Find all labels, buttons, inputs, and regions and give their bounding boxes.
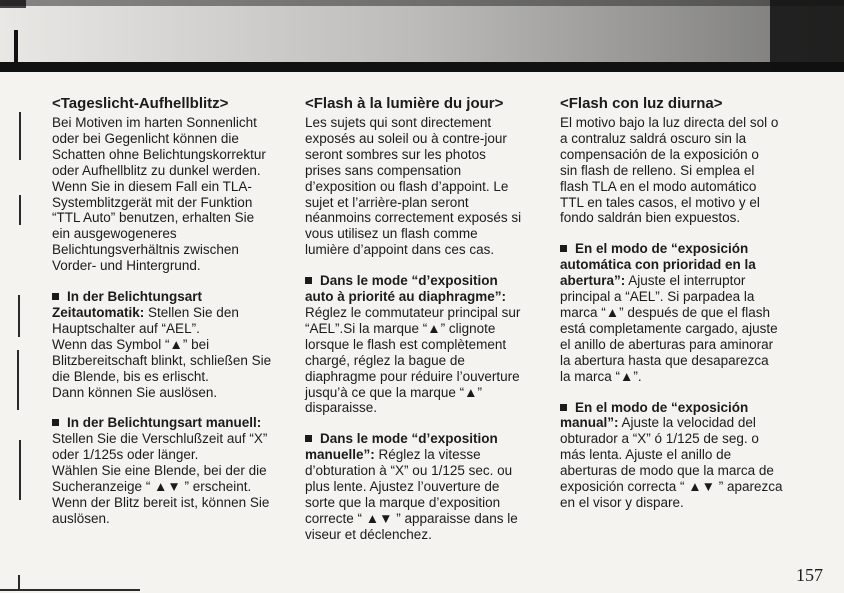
- spanish-mode1-title: En el modo de “exposición automática con prioridad en la abertura”:: [560, 241, 756, 289]
- german-mode2-text: Stellen Sie die Verschlußzeit auf “X” oder 1/125s oder länger. Wählen Sie eine Blende, bei der die Sucheranzeige “ ▲▼ ” erscheint. Wenn der Blitz bereit ist, können Sie auslösen.: [52, 431, 270, 526]
- french-mode2-text: Réglez la vitesse d’obturation à “X” ou 1/125 sec. ou plus lente. Ajustez l’ouverture de sorte que la marque d’exposition correcte “ ▲▼ ” apparaisse dans le viseur et déclenchez.: [305, 447, 518, 542]
- spanish-column: [560, 95, 792, 511]
- margin-line-1: [19, 112, 21, 160]
- german-intro: Bei Motiven im harten Sonnenlicht oder bei Gegenlicht können die Schatten ohne Belichtungskorrektur oder Aufhellblitz zu dunkel werden. Wenn Sie in diesem Fall ein TLA- Systemblitzgerät mit der Funktion “TTL Auto” benutzen, erhalten Sie ein ausgewogeneres Belichtungsverhältnis zwischen Vorder- und Hintergrund.: [52, 115, 266, 274]
- german-mode1-section: [52, 289, 282, 400]
- margin-line-3: [18, 295, 20, 337]
- spanish-intro: El motivo bajo la luz directa del sol o a contraluz saldrá oscuro sin la compensación de la exposición o sin flash de relleno. Si emplea el flash TLA en el modo automático TTL en tales casos, el motivo y el fondo saldrán bien expuestos.: [560, 115, 779, 226]
- top-edge-shadow: [0, 0, 844, 72]
- german-mode1-title-line1: In der Belichtungsart: [67, 289, 203, 305]
- french-mode2-section: [305, 431, 537, 542]
- spanish-heading: <Flash con luz diurna>: [560, 95, 723, 112]
- german-heading: <Tageslicht-Aufhellblitz>: [52, 95, 229, 112]
- page-number: 157: [796, 565, 823, 585]
- french-mode2-title: Dans le mode “d’exposition manuelle”:: [305, 431, 498, 463]
- spanish-mode2-title: En el modo de “exposición manual”:: [560, 399, 749, 431]
- black-square-bullet-icon: [52, 419, 59, 426]
- spanish-mode2-text: Ajuste la velocidad del obturador a “X” ó 1/125 de seg. o más lenta. Ajuste el anillo de aberturas de modo que la marca de exposición correcta “ ▲▼ ” aparezca en el visor y dispare.: [560, 415, 783, 510]
- french-mode1-text: Réglez le commutateur principal sur “AEL”.Si la marque “▲” clignote lorsque le flash est complètement chargé, réglez la bague de diaphragme pour réduire l’ouverture jusqu’à ce que la marque “▲” disparaisse.: [305, 304, 521, 416]
- german-column: [52, 95, 282, 527]
- black-square-bullet-icon: [305, 435, 312, 442]
- margin-line-5: [19, 440, 21, 500]
- german-mode1-title-line2: Zeitautomatik:: [52, 304, 145, 320]
- black-square-bullet-icon: [305, 277, 312, 284]
- black-square-bullet-icon: [560, 245, 567, 252]
- french-mode1-section: [305, 273, 537, 416]
- margin-line-4: [17, 350, 19, 410]
- spanish-mode1-text: Ajuste el interruptor principal a “AEL”. Si parpadea la marca “▲” después de que el flash está completamente cargado, ajuste el anillo de aberturas para aminorar la abertura hasta que desaparezca la marca “▲”.: [560, 273, 778, 384]
- black-square-bullet-icon: [52, 293, 59, 300]
- french-mode1-title: Dans le mode “d’exposition auto à priorité au diaphragme”:: [305, 273, 507, 305]
- german-mode1-text: Stellen Sie den Hauptschalter auf “AEL”. Wenn das Symbol “▲” bei Blitzbereitschaft blinkt, schließen Sie die Blende, bis es erlischt. Dann können Sie auslösen.: [52, 304, 272, 400]
- margin-line-6: [18, 575, 20, 589]
- bottom-rule: [0, 589, 140, 591]
- black-square-bullet-icon: [560, 404, 567, 411]
- french-column: [305, 95, 537, 543]
- french-intro: Les sujets qui sont directement exposés au soleil ou à contre-jour seront sombres sur les photos prises sans compensation d’exposition ou flash d’appoint. Le sujet et l’arrière-plan seront néanmoins correctement exposés si vous utilisez un flash comme lumière d’appoint dans ces cas.: [305, 115, 522, 258]
- spanish-mode1-section: [560, 241, 792, 384]
- margin-line-2: [19, 195, 21, 225]
- german-mode2-title: In der Belichtungsart manuell:: [67, 415, 262, 431]
- french-heading: <Flash à la lumière du jour>: [305, 95, 504, 112]
- spanish-mode2-section: [560, 400, 792, 511]
- german-mode2-section: [52, 415, 282, 526]
